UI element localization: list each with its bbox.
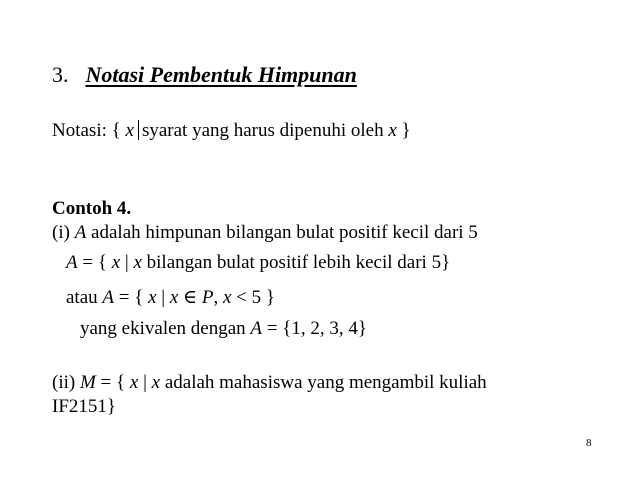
part2-sep: | [138, 372, 152, 393]
line3-var-x3: x [222, 287, 232, 308]
line3-eq: = { [114, 287, 149, 308]
part1-var-a: A [74, 222, 87, 243]
example-part1 [52, 222, 478, 244]
line4-set: = {1, 2, 3, 4} [262, 318, 367, 339]
notation-var2: x [388, 120, 397, 141]
example-part2 [52, 372, 487, 394]
line2-var-a: A [66, 252, 78, 273]
line2-sep: | [120, 252, 134, 273]
line4-lead: yang ekivalen dengan [80, 318, 251, 339]
line3-var-x2: x [169, 287, 179, 308]
line4-var-a: A [250, 318, 263, 339]
example-line2 [66, 252, 450, 274]
line2-var-x2: x [133, 252, 142, 273]
notation-line [52, 120, 411, 142]
example-title: Contoh 4. [52, 198, 132, 219]
line3-var-x: x [148, 287, 157, 308]
section-number: 3. [52, 62, 69, 87]
line2-var-x: x [111, 252, 121, 273]
line3-var-p: P [201, 287, 214, 308]
line3-sep: | [156, 287, 170, 308]
part1-text: adalah himpunan bilangan bulat positif kecil dari 5 [86, 222, 478, 243]
part2-var-x: x [129, 372, 139, 393]
part2-text: adalah mahasiswa yang mengambil kuliah [160, 372, 487, 393]
notation-bar [138, 120, 139, 140]
part2-var-x2: x [151, 372, 161, 393]
line3-lead: atau [66, 287, 103, 308]
notation-prefix: Notasi: { [52, 120, 126, 141]
line2-text: bilangan bulat positif lebih kecil dari 5} [141, 252, 451, 273]
example-line3 [66, 287, 275, 309]
notation-condition: syarat yang harus dipenuhi oleh [141, 120, 389, 141]
section-heading [52, 62, 357, 88]
page-number: 8 [586, 437, 592, 449]
part2-eq: = { [95, 372, 130, 393]
line3-elem: ∈ [178, 287, 202, 308]
line3-comma: , [213, 287, 223, 308]
example-part2-continuation: IF2151} [52, 396, 117, 417]
notation-suffix: } [396, 120, 411, 141]
part2-label: (ii) [52, 372, 80, 393]
notation-var: x [125, 120, 134, 141]
line3-cond: < 5 } [231, 287, 276, 308]
part1-label: (i) [52, 222, 75, 243]
section-title: Notasi Pembentuk Himpunan [85, 62, 357, 87]
line3-var-a: A [102, 287, 115, 308]
part2-var-m: M [79, 372, 96, 393]
example-line4 [80, 318, 367, 340]
line2-eq: = { [77, 252, 112, 273]
